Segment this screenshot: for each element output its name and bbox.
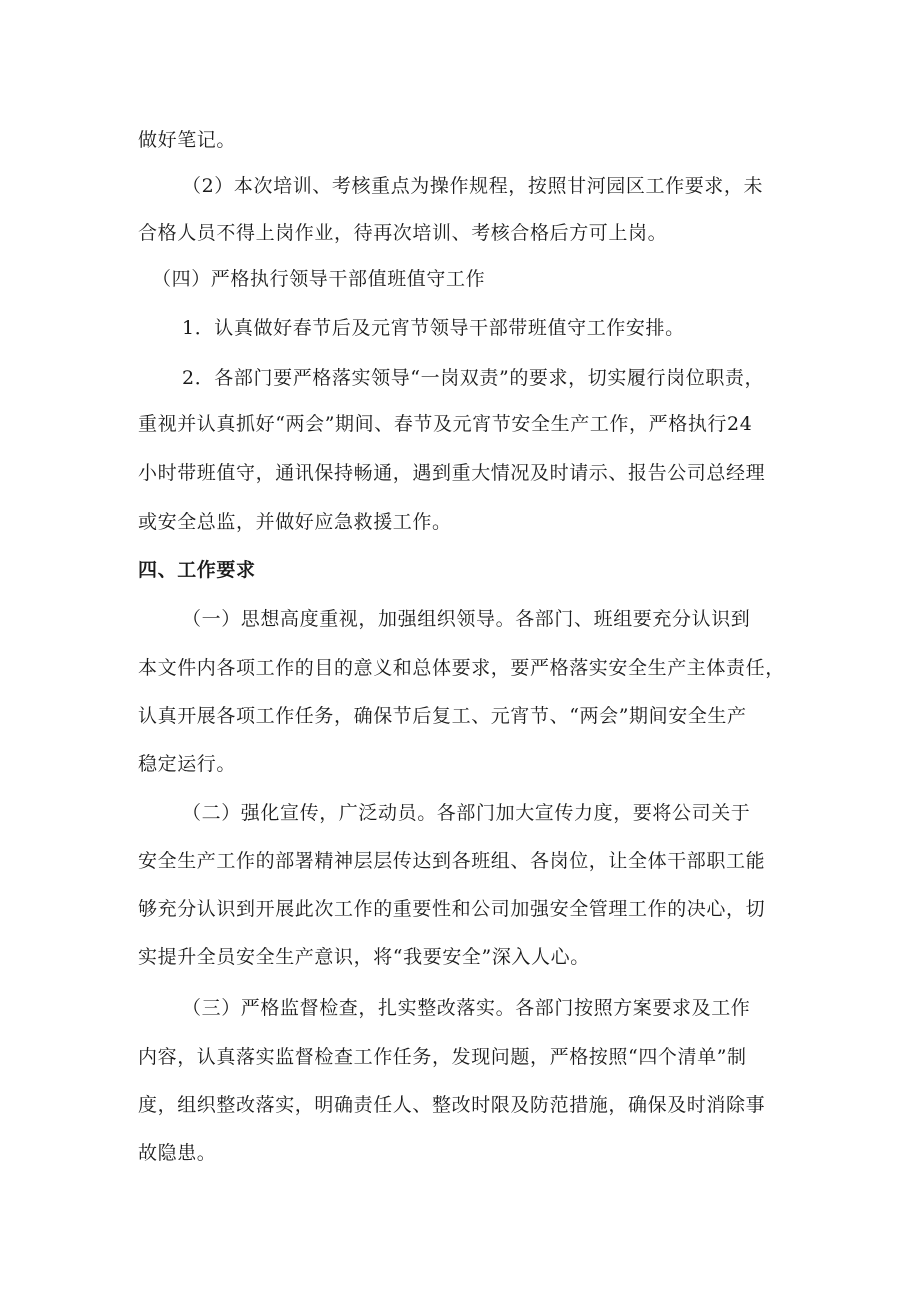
paragraph-line: 够充分认识到开展此次工作的重要性和公司加强安全管理工作的决心，切 xyxy=(138,898,766,920)
paragraph-line: 或安全总监，并做好应急救援工作。 xyxy=(138,511,452,533)
paragraph-line: 故隐患。 xyxy=(138,1142,217,1164)
paragraph-line: 本文件内各项工作的目的意义和总体要求，要严格落实安全生产主体责任， xyxy=(138,657,785,679)
paragraph-line: 认真开展各项工作任务，确保节后复工、元宵节、“两会”期间安全生产 xyxy=(138,705,747,727)
paragraph-line: （三）严格监督检查，扎实整改落实。各部门按照方案要求及工作 xyxy=(182,997,751,1019)
paragraph-line: （一）思想高度重视，加强组织领导。各部门、班组要充分认识到 xyxy=(182,608,751,630)
paragraph-line: 小时带班值守，通讯保持畅通，遇到重大情况及时请示、报告公司总经理 xyxy=(138,462,766,484)
paragraph-line: 度，组织整改落实，明确责任人、整改时限及防范措施，确保及时消除事 xyxy=(138,1094,766,1116)
section-heading: 四、工作要求 xyxy=(138,559,256,581)
list-item: 2．各部门要严格落实领导“一岗双责”的要求，切实履行岗位职责， xyxy=(182,367,765,389)
paragraph-line: 合格人员不得上岗作业，待再次培训、考核合格后方可上岗。 xyxy=(138,222,668,244)
paragraph-line: 稳定运行。 xyxy=(138,753,237,775)
paragraph-line: 做好笔记。 xyxy=(138,129,237,151)
paragraph-line: （2）本次培训、考核重点为操作规程，按照甘河园区工作要求，未 xyxy=(182,175,764,197)
list-item: 1．认真做好春节后及元宵节领导干部带班值守工作安排。 xyxy=(182,317,685,339)
paragraph-line: 内容，认真落实监督检查工作任务，发现问题，严格按照“四个清单”制 xyxy=(138,1046,747,1068)
paragraph-line: 安全生产工作的部署精神层层传达到各班组、各岗位，让全体干部职工能 xyxy=(138,850,766,872)
paragraph-line: 实提升全员安全生产意识，将“我要安全”深入人心。 xyxy=(138,946,590,968)
paragraph-line: （二）强化宣传，广泛动员。各部门加大宣传力度，要将公司关于 xyxy=(182,802,751,824)
section-subheading: （四）严格执行领导干部值班值守工作 xyxy=(152,268,486,290)
paragraph-line: 重视并认真抓好“两会”期间、春节及元宵节安全生产工作，严格执行24 xyxy=(138,413,753,435)
